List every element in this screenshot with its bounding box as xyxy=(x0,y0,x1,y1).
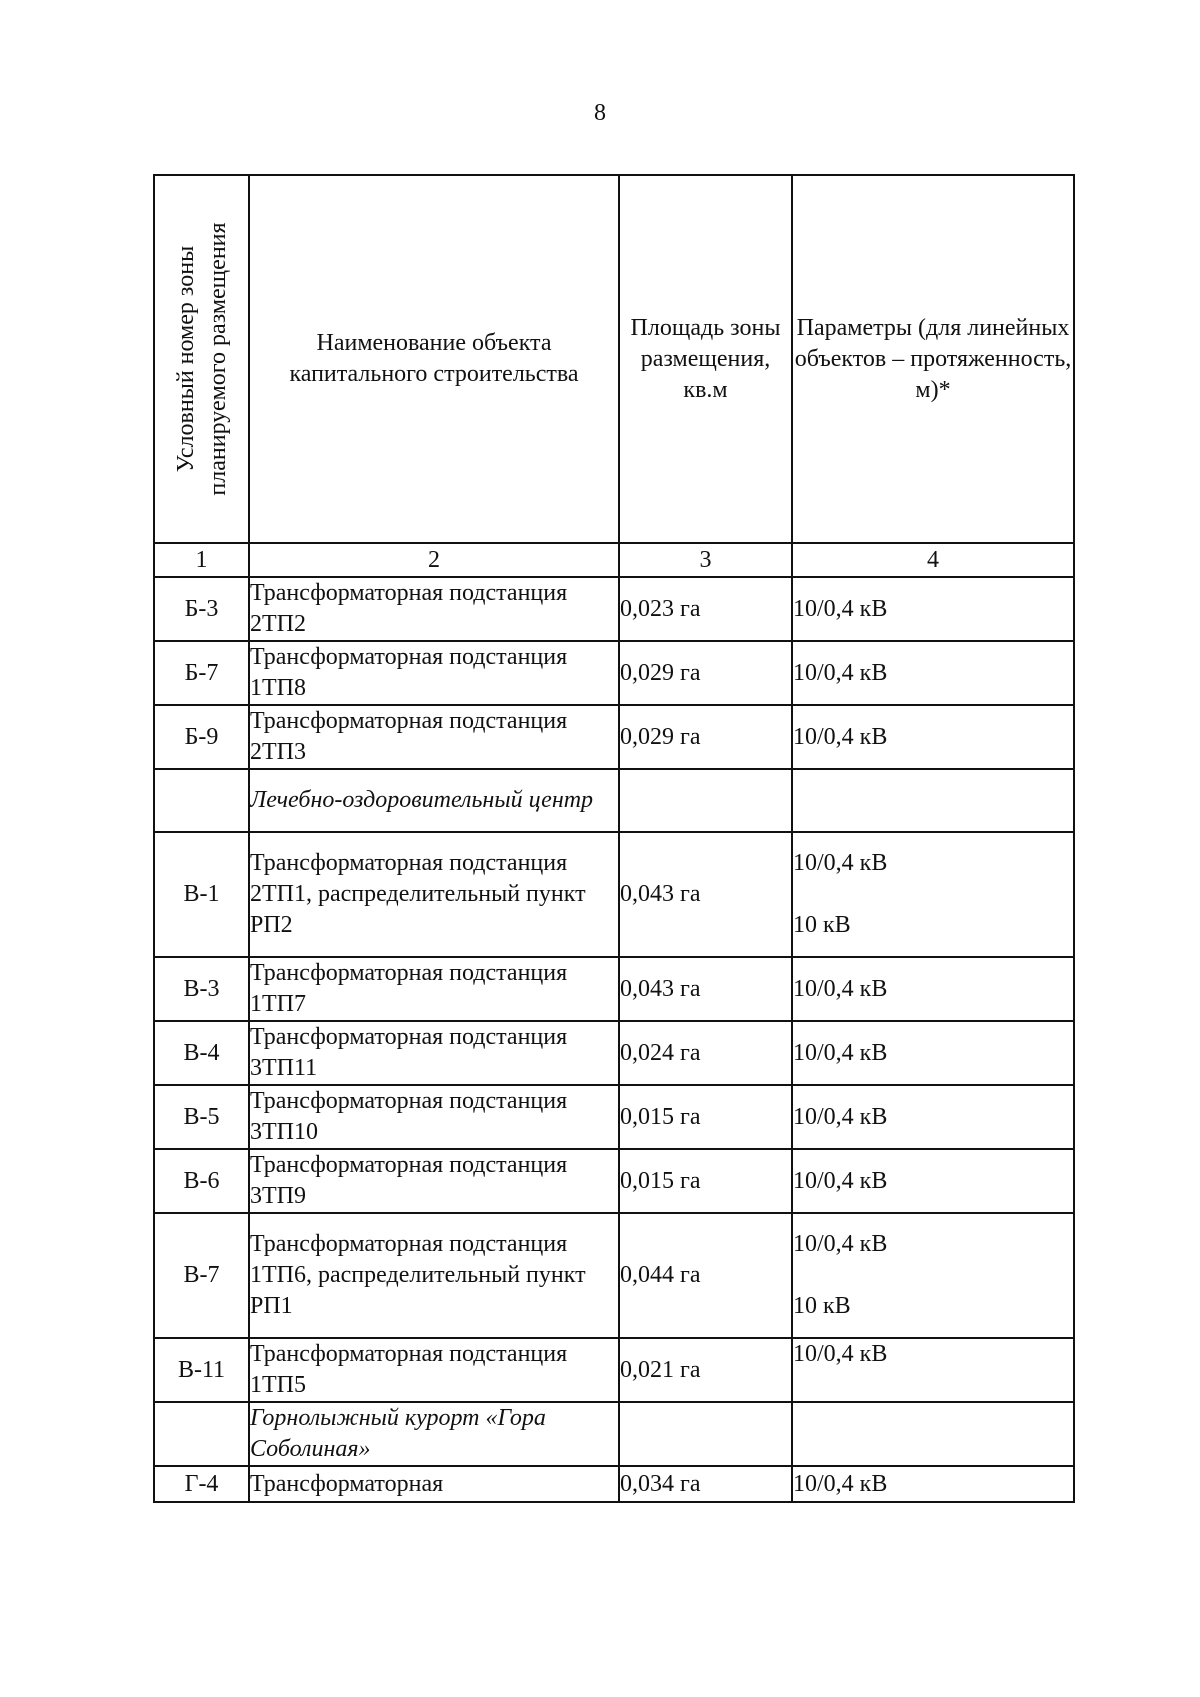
zone-code: В-6 xyxy=(154,1149,249,1213)
parameter-value: 10/0,4 кВ xyxy=(793,1231,888,1257)
parameter-value: 10/0,4 кВ xyxy=(792,1466,1074,1502)
zone-code: В-1 xyxy=(154,832,249,957)
table-header-row xyxy=(154,175,1074,543)
zone-code: В-4 xyxy=(154,1021,249,1085)
header-object-name: Наименование объекта капитального строительства xyxy=(249,175,619,543)
empty-cell xyxy=(792,1402,1074,1466)
parameter-value: 10/0,4 кВ xyxy=(792,1149,1074,1213)
zone-code: В-3 xyxy=(154,957,249,1021)
page-number: 8 xyxy=(594,100,606,126)
parameter-values xyxy=(792,1213,1074,1338)
table-row xyxy=(154,1149,1074,1213)
table-row xyxy=(154,957,1074,1021)
table-row xyxy=(154,641,1074,705)
column-number: 1 xyxy=(154,543,249,577)
column-number: 2 xyxy=(249,543,619,577)
object-name: Трансформаторная xyxy=(249,1466,619,1502)
table-row xyxy=(154,577,1074,641)
parameter-value: 10/0,4 кВ xyxy=(792,1085,1074,1149)
table-row xyxy=(154,1466,1074,1502)
zone-area: 0,043 га xyxy=(619,957,792,1021)
object-name: Трансформаторная подстанция 3ТП11 xyxy=(249,1021,619,1085)
header-zone-number xyxy=(154,175,249,543)
table-row xyxy=(154,1021,1074,1085)
parameter-value: 10/0,4 кВ xyxy=(792,705,1074,769)
zone-area: 0,015 га xyxy=(619,1149,792,1213)
zone-area: 0,029 га xyxy=(619,705,792,769)
zone-code: Г-4 xyxy=(154,1466,249,1502)
parameter-value: 10/0,4 кВ xyxy=(793,850,888,876)
parameter-value: 10 кВ xyxy=(793,912,851,938)
object-name: Трансформаторная подстанция 2ТП3 xyxy=(249,705,619,769)
empty-cell xyxy=(619,769,792,832)
parameter-value: 10/0,4 кВ xyxy=(792,641,1074,705)
zone-area: 0,021 га xyxy=(619,1338,792,1402)
zone-area: 0,024 га xyxy=(619,1021,792,1085)
empty-cell xyxy=(792,769,1074,832)
zone-code: В-11 xyxy=(154,1338,249,1402)
column-number-row xyxy=(154,543,1074,577)
table-row xyxy=(154,832,1074,957)
table-row xyxy=(154,705,1074,769)
object-name: Трансформаторная подстанция 1ТП7 xyxy=(249,957,619,1021)
zone-area: 0,029 га xyxy=(619,641,792,705)
zone-code: В-5 xyxy=(154,1085,249,1149)
zone-code: Б-9 xyxy=(154,705,249,769)
table-row xyxy=(154,1338,1074,1402)
zone-area: 0,043 га xyxy=(619,832,792,957)
zone-code: В-7 xyxy=(154,1213,249,1338)
object-name: Трансформаторная подстанция 1ТП5 xyxy=(249,1338,619,1402)
parameter-value: 10/0,4 кВ xyxy=(792,1021,1074,1085)
parameter-value: 10/0,4 кВ xyxy=(792,1338,1074,1402)
empty-cell xyxy=(154,769,249,832)
zones-table xyxy=(153,174,1075,1503)
zone-area: 0,044 га xyxy=(619,1213,792,1338)
table-row xyxy=(154,1085,1074,1149)
column-number: 4 xyxy=(792,543,1074,577)
parameter-values xyxy=(792,832,1074,957)
object-name: Трансформаторная подстанция 2ТП2 xyxy=(249,577,619,641)
object-name: Трансформаторная подстанция 1ТП8 xyxy=(249,641,619,705)
section-row xyxy=(154,769,1074,832)
parameter-value: 10 кВ xyxy=(793,1293,851,1319)
parameter-value: 10/0,4 кВ xyxy=(792,577,1074,641)
empty-cell xyxy=(154,1402,249,1466)
header-zone-number-text: Условный номер зоны планируемого размещения xyxy=(172,222,231,496)
object-name: Трансформаторная подстанция 3ТП9 xyxy=(249,1149,619,1213)
section-title: Лечебно-оздоровительный центр xyxy=(249,769,619,832)
section-row xyxy=(154,1402,1074,1466)
zone-code: Б-3 xyxy=(154,577,249,641)
parameter-value: 10/0,4 кВ xyxy=(792,957,1074,1021)
zone-area: 0,034 га xyxy=(619,1466,792,1502)
zone-area: 0,015 га xyxy=(619,1085,792,1149)
table-row xyxy=(154,1213,1074,1338)
header-area: Площадь зоны размещения, кв.м xyxy=(619,175,792,543)
object-name: Трансформаторная подстанция 3ТП10 xyxy=(249,1085,619,1149)
section-title: Горнолыжный курорт «Гора Соболиная» xyxy=(249,1402,619,1466)
zone-area: 0,023 га xyxy=(619,577,792,641)
object-name: Трансформаторная подстанция 1ТП6, распределительный пункт РП1 xyxy=(249,1213,619,1338)
column-number: 3 xyxy=(619,543,792,577)
header-parameters: Параметры (для линейных объектов – протяженность, м)* xyxy=(792,175,1074,543)
empty-cell xyxy=(619,1402,792,1466)
zone-code: Б-7 xyxy=(154,641,249,705)
object-name: Трансформаторная подстанция 2ТП1, распределительный пункт РП2 xyxy=(249,832,619,957)
